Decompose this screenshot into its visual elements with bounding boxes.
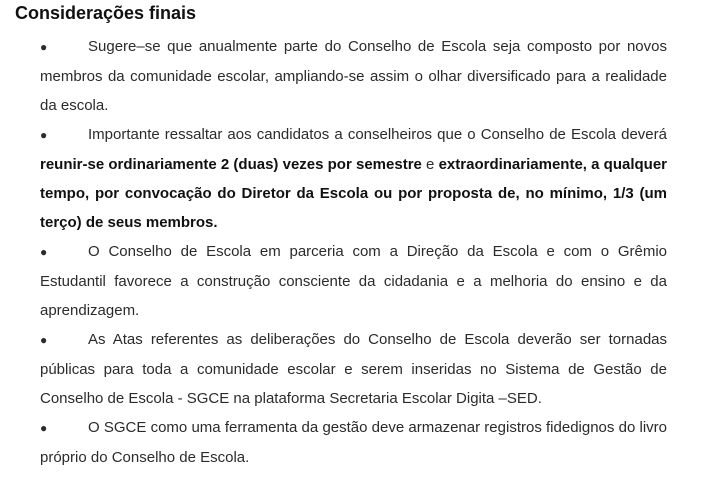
bold-text: extraordinariamente, a qualquer tempo, por convocação do Diretor da Escola ou por proposta de, no mínimo, 1/3 (um terço) de seus membros. (40, 156, 668, 231)
bullet-list (40, 32, 667, 472)
bullet-icon: ● (40, 128, 48, 142)
list-item-text: e (421, 156, 439, 173)
bold-text: reunir-se ordinariamente 2 (duas) vezes por semestre (40, 156, 422, 173)
list-item (40, 325, 667, 413)
list-item (40, 32, 667, 120)
list-item-text: O Conselho de Escola em parceria com a Direção da Escola e com o Grêmio Estudantil favorece a construção consciente da cidadania e a melhoria do ensino e da aprendizagem. (40, 243, 667, 319)
list-item (40, 413, 667, 472)
list-item-text: Sugere–se que anualmente parte do Conselho de Escola seja composto por novos membros da comunidade escolar, ampliando-se assim o olhar diversificado para a realidade da escola. (40, 38, 667, 114)
list-item-text: O SGCE como uma ferramenta da gestão deve armazenar registros fidedignos do livro próprio do Conselho de Escola. (40, 419, 667, 466)
list-item (40, 237, 667, 325)
list-item (40, 120, 667, 237)
list-item-text: As Atas referentes as deliberações do Conselho de Escola deverão ser tornadas públicas para toda a comunidade escolar e serem inseridas no Sistema de Gestão de Conselho de Escola - SGCE na plataforma Secretaria Escolar Digita –SED. (40, 331, 667, 407)
bullet-icon: ● (40, 421, 48, 435)
bullet-icon: ● (40, 245, 48, 259)
section-heading: Considerações finais (15, 3, 197, 23)
bullet-icon: ● (40, 40, 48, 54)
bullet-icon: ● (40, 333, 48, 347)
list-item-text: Importante ressaltar aos candidatos a conselheiros que o Conselho de Escola deverá (88, 126, 667, 143)
